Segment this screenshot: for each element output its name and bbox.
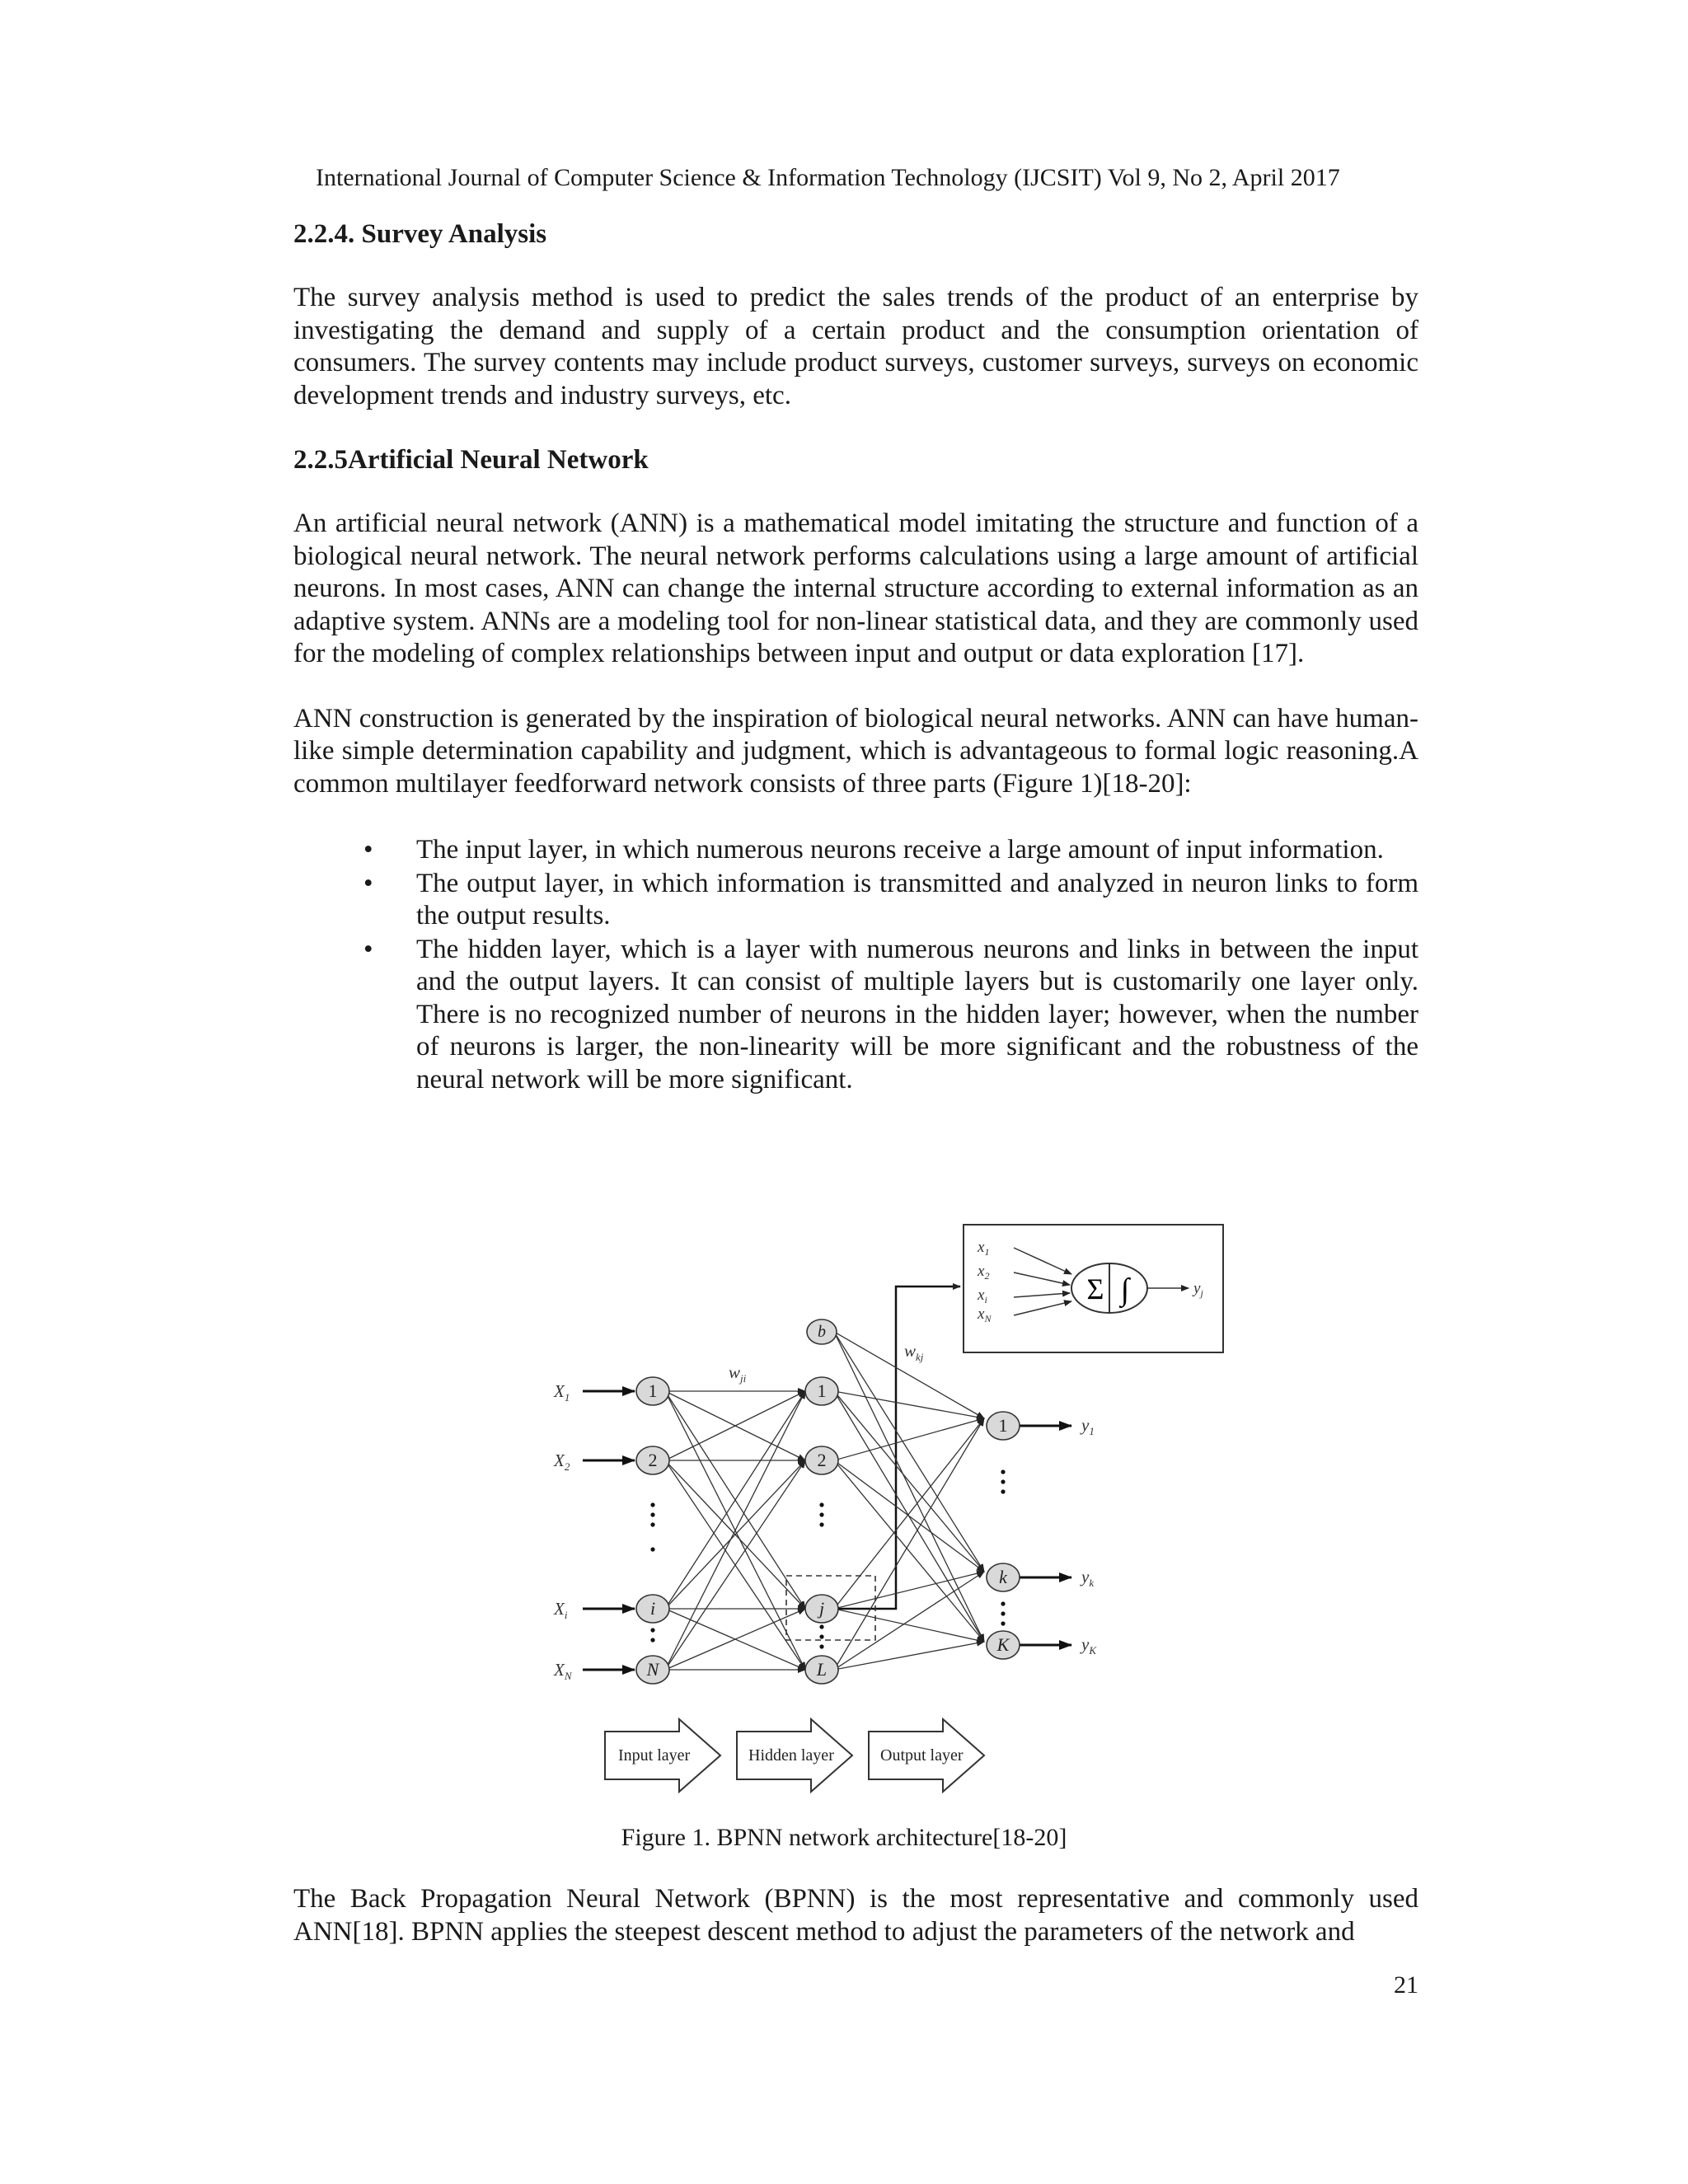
svg-text:xN: $x_N$ xyxy=(978,1305,992,1324)
svg-text:1: 1 xyxy=(648,1380,658,1401)
final-content xyxy=(293,1883,1418,1948)
layer-bullet-list xyxy=(293,834,1418,1096)
svg-text:x1: $x_1$ xyxy=(978,1239,990,1258)
output-arrows xyxy=(1017,1426,1071,1645)
svg-text:yK: $y_K$ xyxy=(1081,1634,1096,1657)
weight-kj-label: $w_{kj}$ xyxy=(904,1341,924,1363)
bpnn-diagram xyxy=(537,1216,1238,1798)
svg-text:XN: $X_N$ xyxy=(554,1660,572,1682)
paragraph-ann-definition: An artificial neural network (ANN) is a mathematical model imitating the structure and function of a biological neural network. The neural network performs calculations using a large amount of artificial neurons. In most cases, ANN can change the internal structure according to external information as an adaptive system. ANNs are a modeling tool for non-linear statistical data, and they are commonly used for the modeling of complex relationships between input and output or data exploration [17]. xyxy=(293,509,1418,668)
bullet-hidden-layer: • The hidden layer, which is a layer with numerous neurons and links in between the input and the output layers. It can consist of multiple layers but is customarily one layer only. There is no recognized number of neurons in the hidden layer; however, when the number of neurons is larger, the non-linearity will be more significant and the robustness of the neural network will be more significant. xyxy=(416,934,1418,1097)
svg-text:Xi: $X_i$ xyxy=(554,1599,568,1621)
inset-output-label: $y_j$ xyxy=(1193,1280,1203,1299)
hidden-layer-nodes xyxy=(805,1319,838,1684)
paragraph-bpnn: The Back Propagation Neural Network (BPNN) is the most representative and commonly used ANN[18]. BPNN applies the steepest descent method to adjust the parameters of the network and xyxy=(293,1884,1418,1947)
page-number: 21 xyxy=(1394,1971,1418,1999)
running-header: International Journal of Computer Science & Information Technology (IJCSIT) Vol 9, No 2, April 2017 xyxy=(316,164,1340,191)
paragraph-survey-analysis: The survey analysis method is used to predict the sales trends of the product of an enterprise by investigating the demand and supply of a certain product and the consumption orientation of consumers. The survey contents may include product surveys, customer surveys, surveys on economic development trends and industry surveys, etc. xyxy=(293,283,1418,410)
bullet-output-layer: • The output layer, in which information is transmitted and analyzed in neuron links to form the output results. xyxy=(416,868,1418,933)
svg-text:i: i xyxy=(649,1598,656,1619)
svg-text:1: 1 xyxy=(998,1415,1008,1436)
output-node-labels xyxy=(996,1415,1010,1655)
bullet-input-layer: • The input layer, in which numerous neurons receive a large amount of input information. xyxy=(416,834,1418,867)
svg-text:1: 1 xyxy=(817,1380,827,1401)
svg-text:X2: $X_2$ xyxy=(554,1451,570,1473)
main-content xyxy=(293,218,1418,1097)
input-labels xyxy=(553,1381,573,1682)
output-labels xyxy=(1080,1415,1097,1657)
svg-text:X1: $X_1$ xyxy=(554,1381,570,1404)
section-heading-survey-analysis: 2.2.4. Survey Analysis xyxy=(293,219,547,249)
sigma-symbol: Σ xyxy=(1086,1272,1104,1305)
svg-text:K: K xyxy=(996,1634,1010,1655)
svg-text:xi: $x_i$ xyxy=(978,1286,987,1305)
svg-text:N: N xyxy=(646,1659,659,1680)
section-heading-ann: 2.2.5Artificial Neural Network xyxy=(293,445,649,475)
hidden-layer-arrow-label: Hidden layer xyxy=(748,1746,834,1765)
svg-text:j: j xyxy=(818,1598,825,1619)
output-layer-arrow-label: Output layer xyxy=(880,1746,964,1765)
weight-ji-label: $w_{ji}$ xyxy=(729,1362,747,1385)
paragraph-ann-construction: ANN construction is generated by the inspiration of biological neural networks. ANN can have human-like simple determination capability and judgment, which is advantageous to formal logic reasoning.A common multilayer feedforward network consists of three parts (Figure 1)[18-20]: xyxy=(293,703,1418,799)
svg-text:2: 2 xyxy=(817,1450,827,1470)
svg-text:y1: $y_1$ xyxy=(1081,1415,1095,1437)
input-arrows xyxy=(583,1391,635,1670)
svg-text:k: k xyxy=(999,1567,1007,1587)
svg-text:yk: $y_k$ xyxy=(1081,1567,1095,1589)
svg-text:b: b xyxy=(818,1323,826,1341)
layer-arrow-labels xyxy=(618,1746,964,1765)
input-node-labels xyxy=(646,1380,660,1680)
svg-text:2: 2 xyxy=(648,1450,658,1470)
input-hidden-connections xyxy=(665,1391,805,1670)
hidden-output-connections xyxy=(834,1332,984,1670)
ellipsis-dots-mid xyxy=(819,1624,823,1648)
input-layer-nodes xyxy=(636,1377,669,1684)
bpnn-architecture-figure xyxy=(537,1216,1238,1798)
activation-symbol: ∫ xyxy=(1120,1272,1130,1307)
inset-input-labels xyxy=(977,1239,992,1324)
figure-caption: Figure 1. BPNN network architecture[18-20] xyxy=(621,1824,1067,1851)
svg-text:L: L xyxy=(816,1659,828,1680)
input-layer-arrow-label: Input layer xyxy=(618,1746,691,1765)
svg-text:x2: $x_2$ xyxy=(978,1263,990,1282)
